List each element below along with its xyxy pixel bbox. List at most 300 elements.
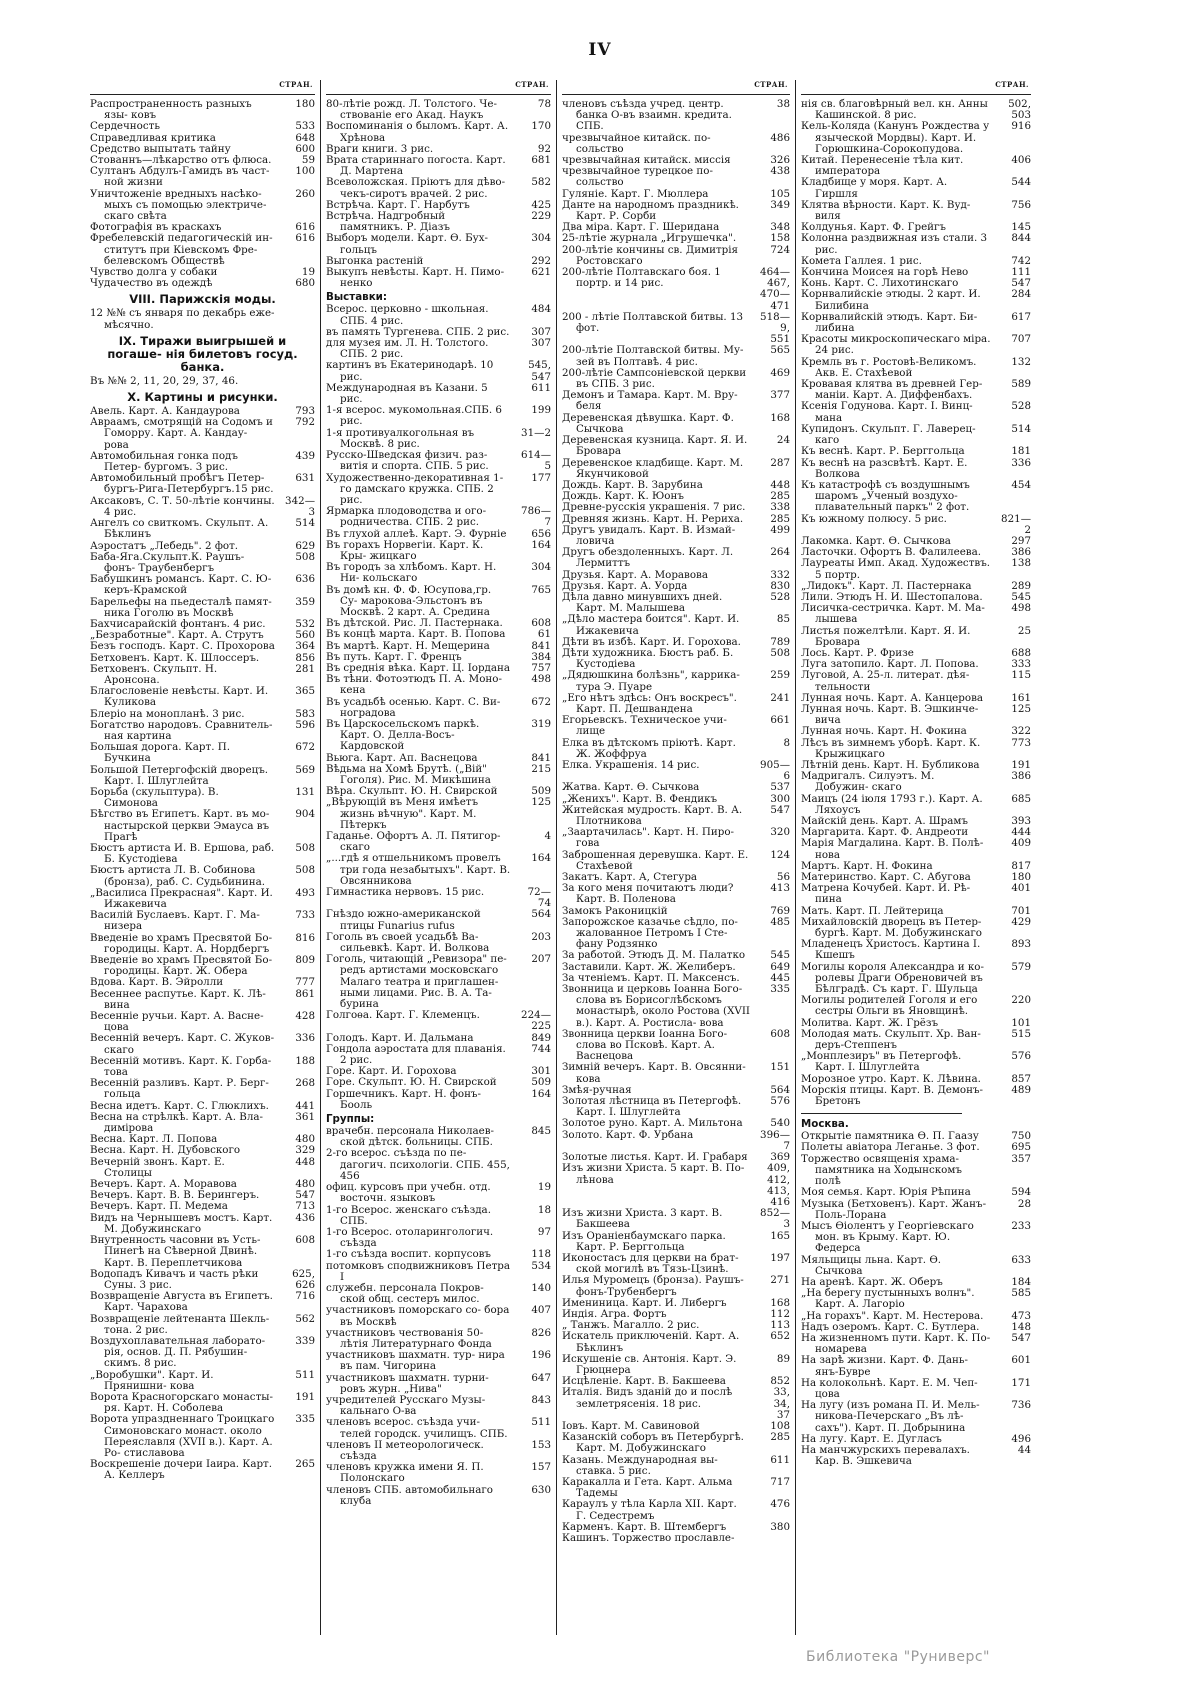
entry-page: 307 bbox=[531, 325, 551, 338]
entry-page: 843 bbox=[531, 1393, 551, 1406]
index-entry bbox=[562, 1455, 790, 1477]
entry-page: 85 bbox=[776, 613, 790, 626]
entry-title: Друзья. Карт. А. Моравова bbox=[562, 568, 708, 581]
index-entry bbox=[801, 1255, 1031, 1277]
entry-title: Возвращеніе Августа въ Египетъ. Карт. Чарахова bbox=[90, 1290, 273, 1314]
entry-title: Другъ увидалъ. Карт. В. Измай- ловича bbox=[562, 523, 736, 547]
index-entry bbox=[90, 121, 315, 132]
entry-title: Карменъ. Карт. В. Штембергъ bbox=[562, 1520, 727, 1533]
entry-page: 409 bbox=[1011, 837, 1031, 850]
index-entry bbox=[90, 1314, 315, 1336]
entry-page: 562 bbox=[295, 1312, 315, 1325]
entry-title: Дождь. Карт. К. Юонъ bbox=[562, 490, 684, 503]
entry-title: Введеніе во храмъ Пресвятой Бо- городицы. Карт. Ж. Обера bbox=[90, 954, 273, 978]
entry-title: Данте на народномъ праздникѣ. Карт. Р. Сорби bbox=[562, 198, 739, 223]
index-entry bbox=[801, 738, 1031, 760]
entry-title: „...гдѣ я отшельникомъ провелъ три года незабытыхъ". Карт. В. Овсянникова bbox=[326, 852, 511, 887]
entry-page: 33, 34, 37 bbox=[773, 1386, 790, 1421]
index-entry bbox=[801, 771, 1031, 793]
entry-title: Казань. Международная вы- ставка. 5 рис. bbox=[562, 1453, 718, 1477]
index-entry bbox=[801, 917, 1031, 939]
entry-page: 564 bbox=[770, 1083, 790, 1096]
entry-title: Весенній вечеръ. Карт. С. Жуков- скаго bbox=[90, 1032, 275, 1056]
entry-title: Лауреаты Имп. Акад. Художествъ. 5 портр. bbox=[801, 557, 991, 581]
entry-title: Большая дорога. Карт. П. Бучкина bbox=[90, 741, 230, 765]
entry-title: нія св. благовѣрный вел. кн. Анны Кашинской. 8 рис. bbox=[801, 98, 988, 122]
entry-page: 78 bbox=[537, 98, 551, 110]
entry-title: Въ путь. Карт. Г. Френцъ bbox=[326, 650, 462, 663]
entry-page: 636 bbox=[295, 573, 315, 586]
entry-title: 200-лѣтіе Полтавской битвы. Му- зей въ Полтавѣ. 4 рис. bbox=[562, 344, 744, 368]
entry-title: Блеріо на монопланѣ. 3 рис. bbox=[90, 707, 245, 720]
entry-title: Морозное утро. Карт. К. Лѣвина. bbox=[801, 1072, 981, 1085]
entry-page: 480 bbox=[295, 1133, 315, 1146]
entry-title: Демонъ и Тамара. Карт. М. Вру- беля bbox=[562, 389, 738, 413]
entry-page: 765 bbox=[531, 583, 551, 596]
entry-title: Всеволожская. Пріютъ для дѣво- чекъ-сиротъ врачей. 2 рис. bbox=[326, 176, 506, 200]
entry-title: Международная въ Казани. 5 рис. bbox=[326, 381, 488, 406]
entry-page: 534 bbox=[531, 1259, 551, 1272]
entry-page: 629 bbox=[295, 539, 315, 552]
entry-page: 744 bbox=[531, 1042, 551, 1055]
entry-title: „Его нѣтъ здѣсь: Онъ воскресъ". Карт. П. Дешвандена bbox=[562, 691, 737, 715]
entry-title: Кель-Коляда (Канунъ Рождества у языческой Мордвы). Карт. И. Горюшкина-Сорокопудова. bbox=[801, 120, 990, 155]
entry-page: 585 bbox=[1011, 1287, 1031, 1300]
index-entry bbox=[326, 233, 551, 255]
entry-title: участниковъ поморскаго со- бора въ Москвѣ bbox=[326, 1304, 510, 1328]
index-entry bbox=[801, 514, 1031, 536]
entry-title: Изъ жизни Христа. 5 карт. В. По- лѣнова bbox=[562, 1162, 745, 1186]
index-entry bbox=[562, 850, 790, 872]
column-divider bbox=[320, 80, 321, 1635]
entry-title: Лось. Карт. Р. Фризе bbox=[801, 646, 914, 659]
entry-page: 547 bbox=[295, 1189, 315, 1202]
entry-page: 338 bbox=[770, 501, 790, 514]
entry-title: Ксенія Годунова. Карт. І. Винц- мана bbox=[801, 400, 973, 424]
entry-page: 184 bbox=[1011, 1275, 1031, 1288]
entry-title: Сердечность bbox=[90, 120, 160, 133]
entry-title: Къ южному полюсу. 5 рис. bbox=[801, 512, 947, 525]
entry-title: Надъ озеромъ. Карт. С. Бутлера. bbox=[801, 1320, 980, 1333]
entry-page: 24 bbox=[776, 434, 790, 447]
index-entry bbox=[326, 450, 551, 472]
entry-page: 621 bbox=[531, 266, 551, 279]
entry-page: 336 bbox=[295, 1032, 315, 1045]
entry-page: 97 bbox=[537, 1225, 551, 1238]
index-entry bbox=[562, 1275, 790, 1297]
entry-title: членовъ II метеорологическ. съѣзда bbox=[326, 1438, 484, 1462]
index-column-3 bbox=[562, 80, 790, 1635]
entry-page: 486 bbox=[770, 131, 790, 144]
entry-title: Гоголь въ своей усадьбѣ Ва- сильевкѣ. Карт. И. Волкова bbox=[326, 930, 490, 955]
entry-title: Торжество освященія храма- памятника на Ходынскомъ полѣ bbox=[801, 1152, 962, 1188]
index-entry bbox=[326, 1305, 551, 1327]
entry-page: 565 bbox=[770, 344, 790, 357]
entry-page: 332 bbox=[770, 568, 790, 581]
entry-title: Деревенская дѣвушка. Карт. Ф. Сычкова bbox=[562, 411, 734, 435]
entry-title: Воспоминанія о быломъ. Карт. А. Хрѣнова bbox=[326, 120, 509, 144]
entry-page: 532 bbox=[295, 617, 315, 630]
entry-title: 2-го всерос. съѣзда по пе- дагогич. психологіи. СПБ. 455, 456 bbox=[326, 1147, 510, 1182]
entry-page: 386 bbox=[1011, 546, 1031, 559]
index-entry bbox=[562, 1163, 790, 1208]
entry-page: 476 bbox=[770, 1498, 790, 1511]
index-entry bbox=[562, 547, 790, 569]
entry-title: Дѣла давно минувшихъ дней. Карт. М. Малышева bbox=[562, 590, 723, 615]
entry-title: Исцѣленіе. Карт. В. Бакшеева bbox=[562, 1375, 726, 1388]
entry-title: Ласточки. Офортъ В. Фалилеева. bbox=[801, 546, 981, 559]
index-entry bbox=[326, 121, 551, 143]
entry-page: 685 bbox=[1011, 792, 1031, 805]
entry-title: „Вѣрующій въ Меня имѣетъ жизнь вѣчную". Карт. М. Пѣтеркъ bbox=[326, 796, 479, 831]
entry-title: 1-го Всерос. отоларингологич. съѣзда bbox=[326, 1225, 494, 1250]
entry-page: 528 bbox=[1011, 400, 1031, 413]
entry-title: Мысъ Ѳіолентъ у Георгіевскаго мон. въ Крыму. Карт. Ю. Федерса bbox=[801, 1219, 974, 1255]
entry-title: Фотографія въ краскахъ bbox=[90, 221, 222, 234]
entry-page: 736 bbox=[1011, 1399, 1031, 1412]
entry-page: 259 bbox=[770, 669, 790, 682]
entry-page: 445 bbox=[770, 971, 790, 984]
entry-page: 608 bbox=[531, 617, 551, 630]
entry-page: 528 bbox=[770, 590, 790, 603]
entry-title: 1-го съѣзда воспит. корпусовъ bbox=[326, 1248, 491, 1261]
page-column-header: СТРАН. bbox=[326, 80, 551, 95]
entry-title: Каракалла и Гета. Карт. Альма Тадемы bbox=[562, 1475, 733, 1500]
index-entry bbox=[90, 664, 315, 686]
index-entry bbox=[562, 1118, 790, 1129]
index-entry bbox=[326, 562, 551, 584]
section-heading: IX. Тиражи выигрышей и погаше- нія билетовъ госуд. банка. bbox=[107, 333, 298, 374]
entry-page: 145 bbox=[1011, 221, 1031, 234]
entry-page: 19 bbox=[301, 266, 315, 279]
entry-page: 19 bbox=[537, 1181, 551, 1194]
entry-page: 336 bbox=[1011, 456, 1031, 469]
entry-title: потомковъ сподвижниковъ Петра I bbox=[326, 1259, 511, 1283]
entry-title: „Василиса Прекрасная". Карт. И. Ижакевича bbox=[90, 886, 273, 910]
subheading: Выставки: bbox=[326, 291, 388, 304]
entry-page: 158 bbox=[770, 232, 790, 245]
entry-page: 861 bbox=[295, 987, 315, 1000]
entry-title: Бюстъ артиста Л. В. Собинова (бронза), раб. С. Судьбинина. bbox=[90, 864, 266, 888]
index-entry bbox=[562, 1354, 790, 1376]
entry-title: Золотая лѣстница въ Петергофѣ. Карт. І. Шлуглейта bbox=[562, 1095, 742, 1119]
entry-page: 742 bbox=[1011, 254, 1031, 267]
entry-page: 384 bbox=[531, 650, 551, 663]
index-entry bbox=[801, 1085, 1031, 1107]
entry-title: Враги книги. 3 рис. bbox=[326, 142, 434, 155]
entry-title: Замокъ Раконицкій bbox=[562, 904, 668, 917]
subheading: Группы: bbox=[326, 1113, 375, 1126]
index-entry bbox=[562, 390, 790, 412]
entry-page: 713 bbox=[295, 1200, 315, 1213]
entry-title: Лакомка. Карт. Ѳ. Сычкова bbox=[801, 534, 951, 547]
entry-title: врачебн. персонала Николаев- ской дѣтск. больницы. СПБ. bbox=[326, 1125, 495, 1149]
entry-page: 809 bbox=[295, 954, 315, 967]
index-entry bbox=[562, 1331, 790, 1353]
entry-title: Стованнъ—лѣкарство отъ флюса. bbox=[90, 154, 272, 167]
entry-page: 616 bbox=[295, 221, 315, 234]
entry-title: Материнство. Карт. С. Абугова bbox=[801, 871, 971, 884]
entry-title: Елка въ дѣтскомъ пріютѣ. Карт. Ж. Жоффруа bbox=[562, 736, 736, 760]
entry-page: 241 bbox=[770, 691, 790, 704]
entry-page: 61 bbox=[537, 628, 551, 641]
entry-page: 165 bbox=[770, 1229, 790, 1242]
entry-page: 151 bbox=[770, 1061, 790, 1074]
entry-page: 817 bbox=[1011, 859, 1031, 872]
entry-page: 164 bbox=[531, 538, 551, 551]
index-entry bbox=[562, 917, 790, 951]
entry-title: 200 - лѣтіе Полтавской битвы. 13 фот. bbox=[562, 310, 744, 335]
index-entry bbox=[326, 304, 551, 326]
entry-page: 56 bbox=[776, 871, 790, 884]
entry-page: 31—2 bbox=[521, 426, 551, 439]
entry-page: 716 bbox=[295, 1290, 315, 1303]
entry-page: 596 bbox=[295, 718, 315, 731]
index-entry bbox=[326, 177, 551, 199]
entry-page: 304 bbox=[531, 561, 551, 574]
entry-title: Бетховенъ. Карт. К. Шлоссеръ. bbox=[90, 651, 260, 664]
entry-page: 583 bbox=[295, 707, 315, 720]
index-entry bbox=[562, 413, 790, 435]
index-entry bbox=[562, 805, 790, 827]
entry-title: На аренѣ. Карт. Ж. Оберъ bbox=[801, 1275, 943, 1288]
entry-title: Открытіе памятника Ѳ. П. Гаазу bbox=[801, 1130, 979, 1143]
entry-page: 113 bbox=[770, 1319, 790, 1332]
index-entry bbox=[801, 177, 1031, 199]
entry-page: 108 bbox=[770, 1419, 790, 1432]
entry-title: Древняя жизнь. Карт. Н. Рериха. bbox=[562, 512, 744, 525]
entry-page: 616 bbox=[295, 232, 315, 245]
entry-title: Мяльщицы льна. Карт. Ѳ. Сычкова bbox=[801, 1253, 942, 1277]
index-entry bbox=[90, 809, 315, 843]
entry-page: 44 bbox=[1017, 1443, 1031, 1456]
entry-page: 648 bbox=[295, 131, 315, 144]
entry-title: Клятва вѣрности. Карт. К. Вуд- виля bbox=[801, 198, 971, 223]
entry-page: 170 bbox=[531, 120, 551, 133]
entry-title: 1-я всерос. мукомольная.СПБ. 6 рис. bbox=[326, 404, 502, 428]
entry-title: Аэростатъ „Лебедь". 2 фот. bbox=[90, 539, 239, 552]
entry-page: 164 bbox=[531, 1087, 551, 1100]
entry-page: 100 bbox=[295, 165, 315, 178]
entry-page: 611 bbox=[770, 1453, 790, 1466]
index-entry bbox=[90, 1392, 315, 1414]
entry-title: служебн. персонала Покров- ской общ. сестеръ милос. bbox=[326, 1281, 484, 1306]
entry-title: „ Танжъ. Магалло. 2 рис. bbox=[562, 1319, 700, 1332]
entry-page: 904 bbox=[295, 808, 315, 821]
index-entry bbox=[562, 1432, 790, 1454]
entry-title: Золото. Карт. Ф. Урбана bbox=[562, 1128, 694, 1141]
entry-title: Кашинъ. Торжество прославле- bbox=[562, 1532, 735, 1544]
entry-page: 233 bbox=[1011, 1219, 1031, 1232]
entry-page: 406 bbox=[1011, 154, 1031, 167]
entry-title: Весенній разливъ. Карт. Р. Берг- гольца bbox=[90, 1077, 269, 1101]
index-entry bbox=[90, 473, 315, 495]
entry-page: 608 bbox=[295, 1234, 315, 1247]
index-entry bbox=[326, 909, 551, 931]
entry-page: 633 bbox=[1011, 1253, 1031, 1266]
entry-title: Голодъ. Карт. И. Дальмана bbox=[326, 1031, 474, 1044]
entry-page: 168 bbox=[770, 1296, 790, 1309]
entry-title: членовъ всерос. съѣзда учи- телей городск. училищъ. СПБ. bbox=[326, 1416, 508, 1440]
index-entry bbox=[90, 1414, 315, 1459]
index-entry bbox=[326, 1283, 551, 1305]
page-column-header: СТРАН. bbox=[562, 80, 790, 95]
entry-title: Дѣти художника. Бюстъ раб. Б. Кустодіева bbox=[562, 646, 734, 671]
entry-page: 893 bbox=[1011, 938, 1031, 951]
entry-page: 289 bbox=[1011, 579, 1031, 592]
index-entry bbox=[801, 626, 1031, 648]
entry-page: 454 bbox=[1011, 478, 1031, 491]
entry-page: 229 bbox=[531, 210, 551, 223]
entry-page: 171 bbox=[1011, 1376, 1031, 1389]
entry-page: 473 bbox=[1011, 1309, 1031, 1322]
index-entry bbox=[801, 1445, 1031, 1467]
entry-title: Деревенская кузница. Карт. Я. И. Бровара bbox=[562, 434, 748, 458]
entry-title: Врата стариннаго погоста. Карт. Д. Мартена bbox=[326, 154, 506, 178]
entry-page: 199 bbox=[531, 404, 551, 417]
index-entry bbox=[562, 525, 790, 547]
entry-page: 118 bbox=[531, 1248, 551, 1261]
index-entry bbox=[326, 932, 551, 954]
entry-title: Вечеръ. Карт. А. Моравова bbox=[90, 1178, 237, 1191]
entry-page: 157 bbox=[531, 1461, 551, 1474]
entry-title: Весеннее распутье. Карт. К. Лѣ- вина bbox=[90, 987, 266, 1011]
entry-page: 359 bbox=[295, 595, 315, 608]
entry-page: 329 bbox=[295, 1144, 315, 1157]
entry-title: Весенніе ручьи. Карт. А. Васне- цова bbox=[90, 1010, 264, 1034]
index-entry bbox=[90, 1201, 315, 1212]
entry-title: Весна на стрѣлкѣ. Карт. А. Вла- димірова bbox=[90, 1110, 263, 1135]
entry-page: 59 bbox=[301, 154, 315, 167]
index-entry bbox=[562, 648, 790, 670]
index-entry bbox=[326, 267, 551, 289]
entry-page: 493 bbox=[295, 886, 315, 899]
entry-page: 856 bbox=[295, 651, 315, 664]
entry-page: 264 bbox=[770, 546, 790, 559]
entry-title: Колонна раздвижная изъ стали. 3 рис. bbox=[801, 232, 988, 256]
entry-page: 533 bbox=[295, 120, 315, 133]
entry-page: 841 bbox=[531, 751, 551, 764]
entry-title: Къ катастрофѣ съ воздушнымъ шаромъ „Ученый воздухо- плавательный паркъ" 2 фот. bbox=[801, 478, 970, 514]
entry-title: Маргарита. Карт. Ф. Андреоти bbox=[801, 826, 969, 839]
entry-page: 180 bbox=[295, 98, 315, 110]
index-entry bbox=[90, 1291, 315, 1313]
entry-title: Уничтоженіе вредныхъ насѣко- мыхъ съ помощью электриче- скаго свѣта bbox=[90, 187, 267, 223]
entry-title: Весна идетъ. Карт. С. Глюклихъ. bbox=[90, 1099, 269, 1112]
index-entry bbox=[801, 1400, 1031, 1434]
entry-title: Русско-Шведская физич. раз- витія и спорта. СПБ. 5 рис. bbox=[326, 449, 489, 473]
entry-title: Луга затопило. Карт. Л. Попова. bbox=[801, 658, 979, 671]
entry-title: Въ глухой аллеѣ. Карт. Э. Фурніе bbox=[326, 527, 507, 540]
entry-title: Друзья. Карт. А. Уорда bbox=[562, 579, 688, 592]
index-entry bbox=[326, 629, 551, 640]
index-entry bbox=[326, 473, 551, 507]
entry-page: 508 bbox=[295, 841, 315, 854]
entry-title: „Монплезиръ" въ Петергофѣ. Карт. І. Шлуглейта bbox=[801, 1050, 962, 1074]
index-entry bbox=[326, 887, 551, 909]
entry-page: 821—2 bbox=[1001, 512, 1031, 536]
index-entry bbox=[90, 1157, 315, 1179]
entry-page: 148 bbox=[1011, 1320, 1031, 1333]
entry-title: Весна. Карт. Л. Попова bbox=[90, 1133, 218, 1146]
entry-title: Молитва. Карт. Ж. Грёзъ bbox=[801, 1016, 939, 1029]
entry-title: На зарѣ жизни. Карт. Ф. Дань- янъ-Бувре bbox=[801, 1354, 968, 1378]
entry-title: Авель. Карт. А. Кандаурова bbox=[90, 405, 240, 418]
entry-page: 614—5 bbox=[521, 449, 551, 473]
entry-page: 496 bbox=[1011, 1432, 1031, 1445]
entry-page: 514 bbox=[295, 517, 315, 530]
entry-title: Изъ жизни Христа. 3 карт. В. Бакшеева bbox=[562, 1207, 723, 1231]
entry-page: 101 bbox=[1011, 1016, 1031, 1029]
entry-title: „Дядюшкина болѣзнь", каррика- тура Э. Пуаре bbox=[562, 669, 740, 693]
index-entry bbox=[562, 458, 790, 480]
entry-title: Голгоѳа. Карт. Г. Клеменцъ. bbox=[326, 1009, 480, 1022]
entry-title: Житейская мудрость. Карт. В. А. Плотникова bbox=[562, 803, 743, 827]
entry-title: Водопадъ Кивачъ и часть рѣки Суны. 3 рис. bbox=[90, 1267, 259, 1291]
entry-title: Борьба (скульптура). В. Симонова bbox=[90, 785, 219, 810]
index-entry bbox=[562, 368, 790, 390]
index-entry bbox=[801, 995, 1031, 1017]
entry-title: „Воробушки". Карт. И. Прянишни- кова bbox=[90, 1368, 214, 1392]
index-entry bbox=[562, 950, 790, 961]
entry-page: 153 bbox=[531, 1438, 551, 1451]
index-entry bbox=[801, 603, 1031, 625]
entry-page: 852—3 bbox=[760, 1207, 790, 1231]
entry-title: Жатва. Карт. Ѳ. Сычкова bbox=[562, 781, 700, 794]
index-entry bbox=[801, 1288, 1031, 1310]
entry-page: 428 bbox=[295, 1010, 315, 1023]
section-heading: VIII. Парижскія моды. bbox=[129, 292, 276, 307]
entry-title: На лугу (изъ романа П. И. Мель- никова-Печерскаго „Въ лѣ- сахъ"). Карт. П. Добрынина bbox=[801, 1399, 980, 1434]
index-entry bbox=[90, 720, 315, 742]
entry-title: Дѣти въ избѣ. Карт. И. Горохова. bbox=[562, 635, 741, 648]
index-entry bbox=[801, 558, 1031, 580]
entry-page: 509 bbox=[531, 785, 551, 798]
index-entry bbox=[562, 435, 790, 457]
entry-title: Могилы короля Александра и ко- ролевы Драги Обреновичей въ Бѣлградѣ. Съ карт. Г. Шульца bbox=[801, 960, 984, 996]
entry-title: офиц. курсовъ при учебн. отд. восточн. языковъ bbox=[326, 1181, 491, 1205]
index-entry bbox=[326, 383, 551, 405]
entry-page: 789 bbox=[770, 635, 790, 648]
index-entry bbox=[801, 1355, 1031, 1377]
index-entry bbox=[562, 1533, 790, 1544]
index-entry bbox=[90, 843, 315, 865]
entry-page: 287 bbox=[770, 456, 790, 469]
index-entry bbox=[90, 933, 315, 955]
index-entry bbox=[90, 1235, 315, 1269]
index-entry bbox=[801, 401, 1031, 423]
index-entry bbox=[326, 99, 551, 121]
entry-title: Вечерній звонъ. Карт. Е. Столицы bbox=[90, 1155, 225, 1179]
entry-page: 111 bbox=[1011, 266, 1031, 279]
entry-title: Ангелъ со свиткомъ. Скульпт. А. Бѣклинъ bbox=[90, 517, 269, 541]
entry-page: 124 bbox=[770, 848, 790, 861]
index-entry bbox=[90, 1145, 315, 1156]
entry-page: 132 bbox=[1011, 355, 1031, 368]
entry-page: 38 bbox=[776, 98, 790, 110]
index-entry bbox=[90, 233, 315, 267]
index-entry bbox=[326, 1485, 551, 1507]
index-entry bbox=[801, 99, 1031, 121]
entry-page: 509 bbox=[531, 1076, 551, 1089]
entry-page: 131 bbox=[295, 785, 315, 798]
entry-title: Чудачество въ одеждѣ bbox=[90, 277, 213, 290]
entry-title: Въ среднія вѣка. Карт. Ц. Іордана bbox=[326, 661, 511, 674]
index-entry bbox=[90, 977, 315, 988]
entry-title: Корнвалийскіе этюды. 2 карт. И. Билибина bbox=[801, 288, 981, 312]
index-entry bbox=[801, 379, 1031, 401]
entry-page: 786—7 bbox=[521, 505, 551, 529]
